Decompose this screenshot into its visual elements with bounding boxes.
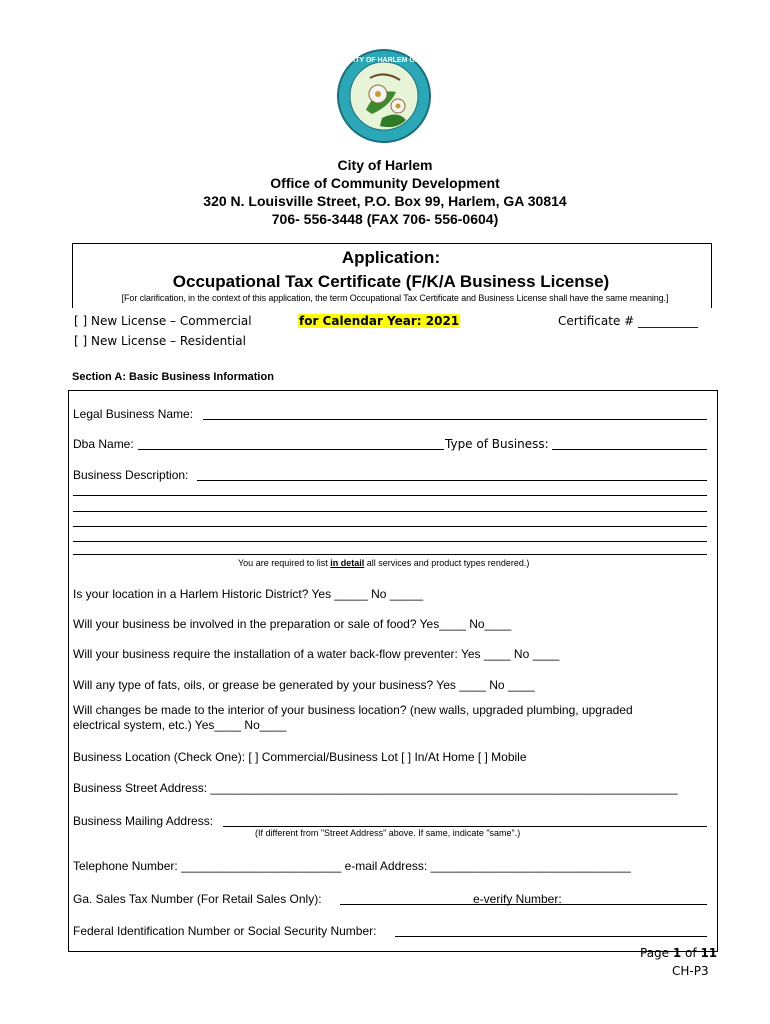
description-line-2[interactable] — [73, 495, 707, 496]
description-line-4[interactable] — [73, 526, 707, 527]
calendar-year: for Calendar Year: 2021 — [299, 314, 460, 328]
title-certificate: Occupational Tax Certificate (F/K/A Business License) — [172, 272, 610, 291]
description-label: Business Description: — [73, 468, 189, 482]
question-food: Will your business be involved in the preparation or sale of food? Yes____ No____ — [73, 617, 512, 631]
header-city: City of Harlem — [337, 157, 433, 173]
description-line-1[interactable] — [197, 480, 707, 481]
header-phone: 706- 556-3448 (FAX 706- 556-0604) — [271, 211, 499, 227]
description-line-3[interactable] — [73, 511, 707, 512]
business-location-options[interactable]: Business Location (Check One): [ ] Commercial/Business Lot [ ] In/At Home [ ] Mobile — [73, 750, 527, 764]
page-number: Page 1 of 11 — [640, 946, 718, 960]
checkbox-new-residential[interactable]: [ ] New License – Residential — [74, 334, 246, 348]
city-seal-logo — [336, 48, 432, 144]
sales-tax-label: Ga. Sales Tax Number (For Retail Sales Only): — [73, 892, 322, 906]
checkbox-new-commercial[interactable]: [ ] New License – Commercial — [74, 314, 252, 328]
detail-note: You are required to list in detail all services and product types rendered.) — [238, 558, 530, 568]
legal-name-field[interactable] — [203, 419, 707, 420]
question-grease: Will any type of fats, oils, or grease be generated by your business? Yes ____ No ____ — [73, 678, 535, 692]
mailing-address-field[interactable] — [223, 826, 707, 827]
legal-name-label: Legal Business Name: — [73, 407, 194, 421]
dba-field[interactable] — [138, 449, 444, 450]
type-field[interactable] — [552, 449, 707, 450]
everify-label: e-verify Number: — [473, 892, 562, 906]
question-historic: Is your location in a Harlem Historic District? Yes _____ No _____ — [73, 587, 424, 601]
title-application: Application: — [341, 248, 441, 267]
title-clarification: [For clarification, in the context of this application, the term Occupational Tax Certificate and Business License shall have the same meaning.] — [121, 293, 669, 303]
header-address: 320 N. Louisville Street, P.O. Box 99, Harlem, GA 30814 — [203, 193, 567, 209]
fein-label: Federal Identification Number or Social Security Number: — [73, 924, 377, 938]
form-code: CH-P3 — [672, 964, 709, 978]
question-changes-line-1: Will changes be made to the interior of your business location? (new walls, upgraded plumbing, upgraded — [73, 703, 633, 717]
dba-label: Dba Name: — [73, 437, 134, 451]
question-changes-line-2: electrical system, etc.) Yes____ No____ — [73, 718, 287, 732]
type-label: Type of Business: — [445, 437, 549, 451]
street-address[interactable]: Business Street Address: ______________________________________________________________________ — [73, 781, 678, 795]
telephone-email[interactable]: Telephone Number: ________________________ e-mail Address: ______________________________ — [73, 859, 631, 873]
description-line-6[interactable] — [73, 554, 707, 555]
header-office: Office of Community Development — [270, 175, 500, 191]
certificate-number: Certificate # __________ — [558, 314, 699, 328]
mailing-address-note: (If different from "Street Address" above. If same, indicate "same".) — [255, 828, 521, 838]
section-a-heading: Section A: Basic Business Information — [72, 371, 274, 383]
description-line-5[interactable] — [73, 541, 707, 542]
fein-field[interactable] — [395, 936, 707, 937]
question-backflow: Will your business require the installation of a water back-flow preventer: Yes ____ No ____ — [73, 647, 560, 661]
seal-text: CITY OF HARLEM GA — [348, 57, 420, 64]
mailing-address-label: Business Mailing Address: — [73, 814, 214, 828]
